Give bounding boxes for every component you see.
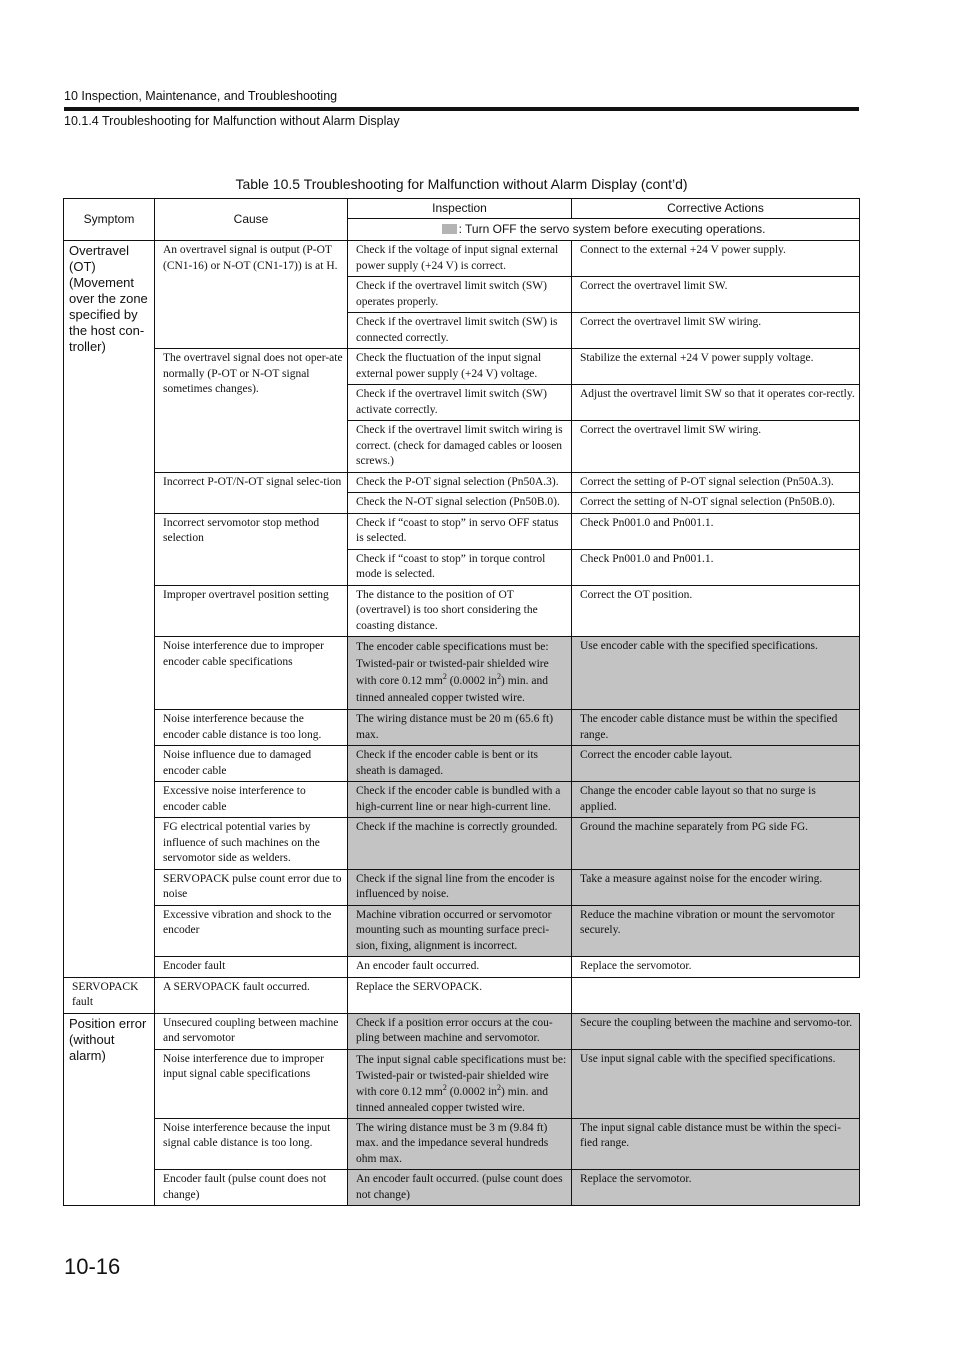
col-header-actions: Corrective Actions <box>572 199 860 219</box>
inspection-cell: Check if the signal line from the encoder is influenced by noise. <box>348 869 572 905</box>
superscript: 2 <box>442 1082 447 1092</box>
action-cell: Reduce the machine vibration or mount the servomotor securely. <box>572 905 860 957</box>
chapter-header: 10 Inspection, Maintenance, and Troubleshooting <box>64 89 338 103</box>
superscript: 2 <box>497 1082 502 1092</box>
inspection-cell: Check the fluctuation of the input signal external power supply (+24 V) voltage. <box>348 349 572 385</box>
cause-cell: Noise influence due to damaged encoder cable <box>155 746 348 782</box>
action-cell: The input signal cable distance must be within the speci-fied range. <box>572 1118 860 1170</box>
cause-cell: Noise interference because the input signal cable distance is too long. <box>155 1118 348 1170</box>
inspection-text: (0.0002 in <box>446 675 498 687</box>
action-cell: Correct the overtravel limit SW. <box>572 277 860 313</box>
action-cell: Replace the servomotor. <box>572 1170 860 1206</box>
shade-note <box>348 219 860 241</box>
inspection-cell: Check if the overtravel limit switch (SW) operates properly. <box>348 277 572 313</box>
inspection-text: ) min. and <box>501 1085 548 1098</box>
inspection-line: tinned annealed copper twisted wire. <box>356 1101 525 1114</box>
table-row <box>64 637 860 710</box>
inspection-cell: Check if the overtravel limit switch wiring is correct. (check for damaged cables or loosen screws.) <box>348 421 572 473</box>
action-cell: Check Pn001.0 and Pn001.1. <box>572 549 860 585</box>
inspection-line: The input signal cable specifications must be: <box>356 1053 567 1066</box>
table-row <box>64 710 860 746</box>
action-cell: Adjust the overtravel limit SW so that it operates cor-rectly. <box>572 385 860 421</box>
action-cell: Correct the encoder cable layout. <box>572 746 860 782</box>
cause-cell: Incorrect servomotor stop method selection <box>155 513 348 585</box>
cause-cell: The overtravel signal does not oper-ate normally (P-OT or N-OT signal sometimes changes). <box>155 349 348 473</box>
section-header: 10.1.4 Troubleshooting for Malfunction without Alarm Display <box>64 114 400 128</box>
table-row <box>64 1170 860 1206</box>
action-cell: Correct the overtravel limit SW wiring. <box>572 421 860 473</box>
table-caption: Table 10.5 Troubleshooting for Malfunction without Alarm Display (cont’d) <box>235 176 688 192</box>
inspection-cell: Check if “coast to stop” in servo OFF status is selected. <box>348 513 572 549</box>
table-row <box>64 869 860 905</box>
table-row <box>64 585 860 637</box>
action-cell: Use encoder cable with the specified specifications. <box>572 637 860 710</box>
action-cell: Check Pn001.0 and Pn001.1. <box>572 513 860 549</box>
inspection-cell: Check if the encoder cable is bent or its sheath is damaged. <box>348 746 572 782</box>
cause-cell: Encoder fault (pulse count does not change) <box>155 1170 348 1206</box>
symptom-cell: Position error (without alarm) <box>64 1013 155 1206</box>
cause-cell: Noise interference due to improper input signal cable specifications <box>155 1049 348 1118</box>
action-cell: Correct the setting of N-OT signal selection (Pn50B.0). <box>572 493 860 514</box>
col-header-inspection: Inspection <box>348 199 572 219</box>
cause-cell: SERVOPACK fault <box>64 977 155 1013</box>
inspection-cell: Check the P-OT signal selection (Pn50A.3). <box>348 472 572 493</box>
superscript: 2 <box>497 672 502 682</box>
inspection-cell: Check if the voltage of input signal external power supply (+24 V) is correct. <box>348 241 572 277</box>
inspection-text: with core 0.12 mm <box>356 1085 443 1098</box>
table-row <box>64 782 860 818</box>
table-row <box>64 957 860 978</box>
inspection-cell: A SERVOPACK fault occurred. <box>155 977 348 1013</box>
col-header-symptom: Symptom <box>64 199 155 241</box>
action-cell: Connect to the external +24 V power supply. <box>572 241 860 277</box>
superscript: 2 <box>442 672 447 682</box>
cause-cell: Encoder fault <box>155 957 348 978</box>
table-header-row <box>64 199 860 219</box>
table-row <box>64 1049 860 1118</box>
inspection-cell: The wiring distance must be 20 m (65.6 ft) max. <box>348 710 572 746</box>
table-row <box>64 1013 860 1049</box>
troubleshooting-table <box>63 198 860 1206</box>
inspection-cell: Machine vibration occurred or servomotor mounting such as mounting surface preci-sion, fixing, alignment is incorrect. <box>348 905 572 957</box>
table-row <box>64 513 860 549</box>
page-number: 10-16 <box>64 1254 121 1279</box>
action-cell: Replace the SERVOPACK. <box>348 977 572 1013</box>
cause-cell: Noise interference because the encoder cable distance is too long. <box>155 710 348 746</box>
symptom-cell: Overtravel (OT) (Movement over the zone specified by the host con-troller) <box>64 241 155 978</box>
action-cell: Change the encoder cable layout so that no surge is applied. <box>572 782 860 818</box>
cause-cell: Noise interference due to improper encoder cable specifications <box>155 637 348 710</box>
inspection-text: (0.0002 in <box>446 1085 498 1098</box>
action-cell: Correct the setting of P-OT signal selection (Pn50A.3). <box>572 472 860 493</box>
table-row <box>64 905 860 957</box>
inspection-cell: Check if the overtravel limit switch (SW) activate correctly. <box>348 385 572 421</box>
action-cell: Ground the machine separately from PG side FG. <box>572 818 860 870</box>
inspection-cell: Check the N-OT signal selection (Pn50B.0). <box>348 493 572 514</box>
shade-note-text: : Turn OFF the servo system before executing operations. <box>458 222 766 236</box>
inspection-cell: Check if “coast to stop” in torque control mode is selected. <box>348 549 572 585</box>
inspection-text: ) min. and <box>501 675 548 687</box>
action-cell: Secure the coupling between the machine and servomo-tor. <box>572 1013 860 1049</box>
cause-cell: An overtravel signal is output (P-OT (CN1-16) or N-OT (CN1-17)) is at H. <box>155 241 348 349</box>
cause-cell: Unsecured coupling between machine and servomotor <box>155 1013 348 1049</box>
inspection-cell: Check if a position error occurs at the cou-pling between machine and servomotor. <box>348 1013 572 1049</box>
table-row <box>64 349 860 385</box>
col-header-cause: Cause <box>155 199 348 241</box>
inspection-line <box>356 673 567 690</box>
inspection-cell <box>348 1049 572 1118</box>
cause-cell: FG electrical potential varies by influence of such machines on the servomotor side as welders. <box>155 818 348 870</box>
cause-cell: Excessive vibration and shock to the encoder <box>155 905 348 957</box>
inspection-line: tinned annealed copper twisted wire. <box>356 692 525 704</box>
inspection-cell: The distance to the position of OT (overtravel) is too short considering the coasting distance. <box>348 585 572 637</box>
inspection-cell <box>348 637 572 710</box>
action-cell: Correct the OT position. <box>572 585 860 637</box>
action-cell: Stabilize the external +24 V power supply voltage. <box>572 349 860 385</box>
action-cell: Take a measure against noise for the encoder wiring. <box>572 869 860 905</box>
table-row <box>64 977 860 1013</box>
inspection-line: Twisted-pair or twisted-pair shielded wire <box>356 1069 549 1082</box>
inspection-line <box>356 1084 567 1100</box>
action-cell: The encoder cable distance must be within the specified range. <box>572 710 860 746</box>
inspection-cell: Check if the encoder cable is bundled with a high-current line or near high-current line. <box>348 782 572 818</box>
cause-cell: Incorrect P-OT/N-OT signal selec-tion <box>155 472 348 513</box>
action-cell: Use input signal cable with the specified specifications. <box>572 1049 860 1118</box>
inspection-cell: An encoder fault occurred. <box>348 957 572 978</box>
inspection-line: Twisted-pair or twisted-pair shielded wire <box>356 658 549 670</box>
table-row <box>64 818 860 870</box>
shade-swatch <box>442 224 457 234</box>
header-rule <box>64 107 859 111</box>
table-row <box>64 746 860 782</box>
table-row <box>64 472 860 493</box>
inspection-cell: Check if the machine is correctly grounded. <box>348 818 572 870</box>
inspection-text: with core 0.12 mm <box>356 675 443 687</box>
cause-cell: Improper overtravel position setting <box>155 585 348 637</box>
inspection-line: The encoder cable specifications must be: <box>356 641 549 653</box>
table-row <box>64 241 860 277</box>
cause-cell: SERVOPACK pulse count error due to noise <box>155 869 348 905</box>
inspection-cell: Check if the overtravel limit switch (SW) is connected correctly. <box>348 313 572 349</box>
cause-cell: Excessive noise interference to encoder cable <box>155 782 348 818</box>
action-cell: Correct the overtravel limit SW wiring. <box>572 313 860 349</box>
action-cell: Replace the servomotor. <box>572 957 860 978</box>
table-row <box>64 1118 860 1170</box>
inspection-cell: An encoder fault occurred. (pulse count does not change) <box>348 1170 572 1206</box>
inspection-cell: The wiring distance must be 3 m (9.84 ft) max. and the impedance several hundreds ohm max. <box>348 1118 572 1170</box>
